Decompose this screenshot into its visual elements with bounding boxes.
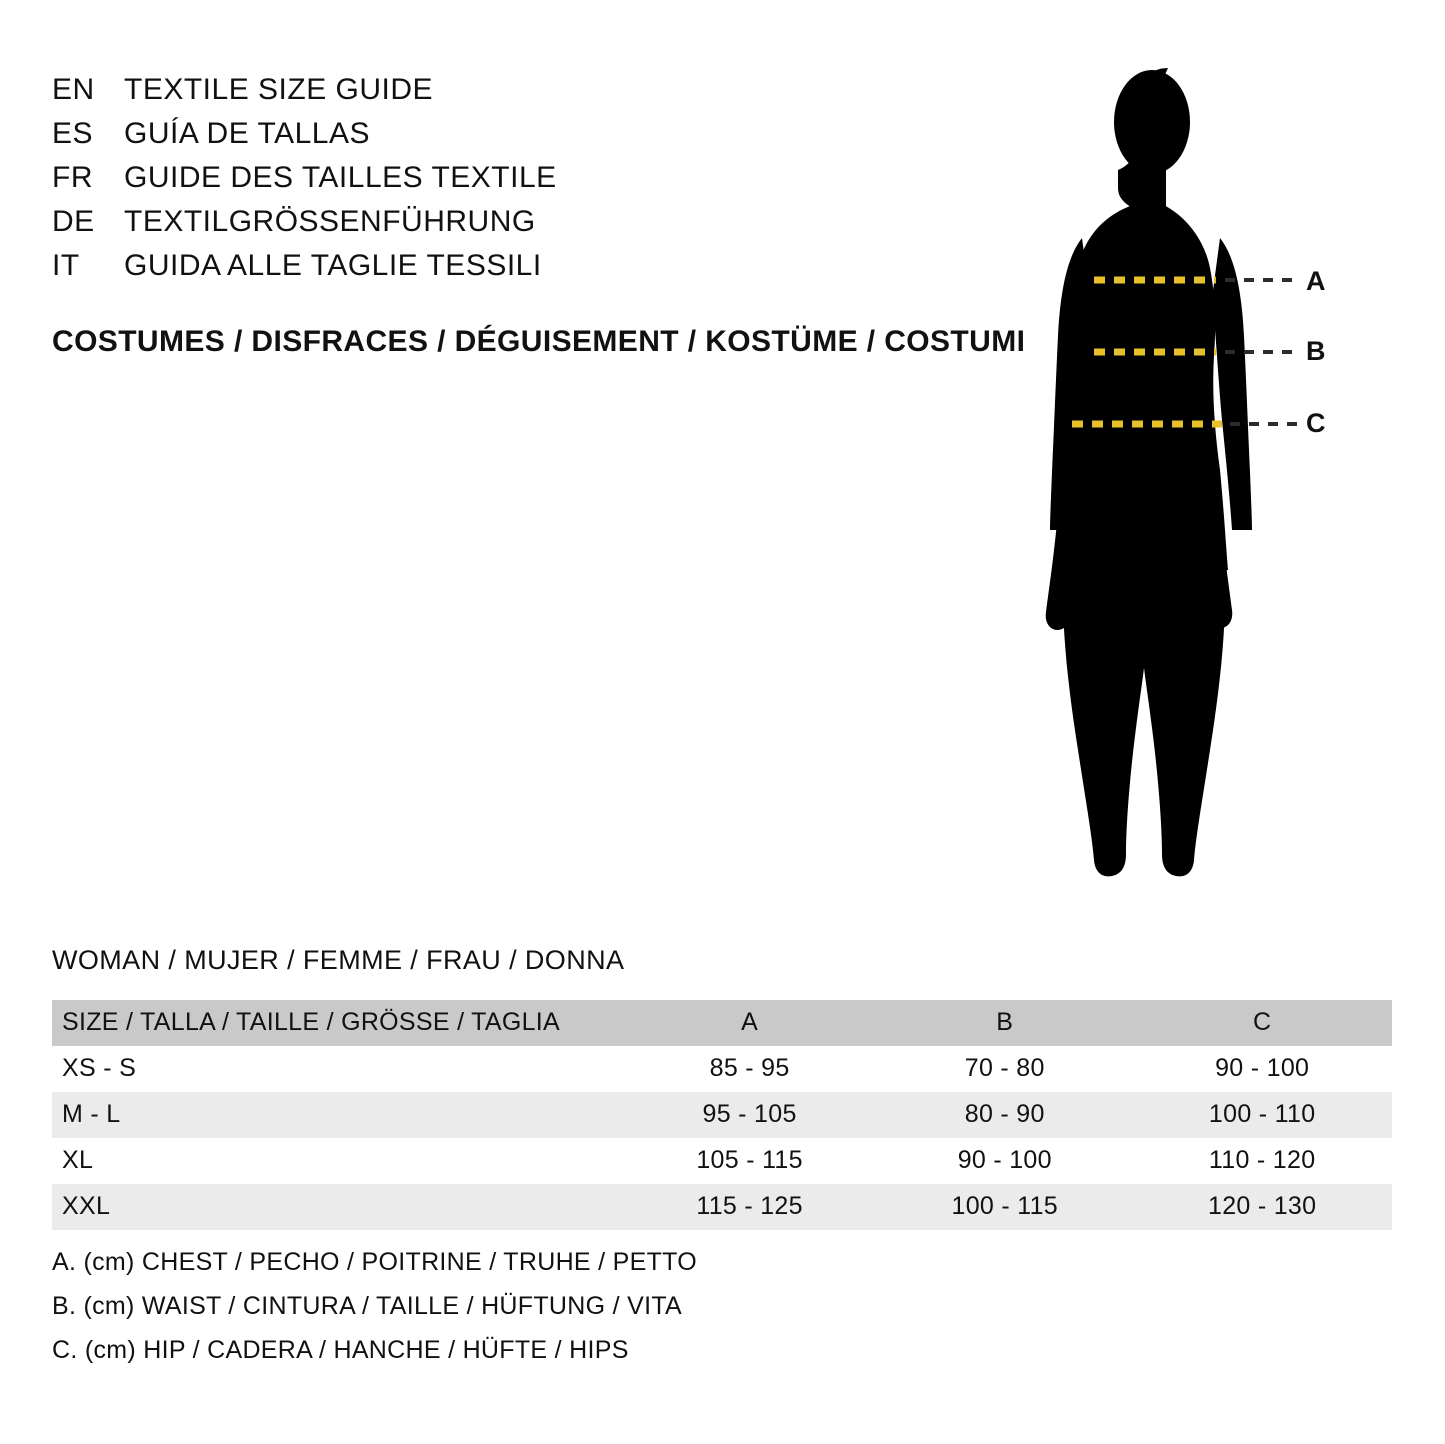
legend-line-a: A. (cm) CHEST / PECHO / POITRINE / TRUHE / PETTO bbox=[52, 1248, 698, 1276]
language-code: EN bbox=[52, 73, 95, 106]
measurement-lines bbox=[1020, 60, 1380, 890]
costumes-subtitle: COSTUMES / DISFRACES / DÉGUISEMENT / KOSTÜME / COSTUMI bbox=[52, 325, 1026, 358]
measurement-legend bbox=[52, 1240, 697, 1372]
column-header-size: SIZE / TALLA / TAILLE / GRÖSSE / TAGLIA bbox=[62, 1008, 561, 1036]
language-title: TEXTILGRÖSSENFÜHRUNG bbox=[124, 205, 536, 238]
cell-a: 85 - 95 bbox=[709, 1054, 790, 1082]
table-row bbox=[52, 1092, 1392, 1138]
cell-a: 105 - 115 bbox=[696, 1146, 803, 1174]
table-row bbox=[52, 1184, 1392, 1230]
cell-size: XL bbox=[62, 1146, 94, 1174]
table-row bbox=[52, 1046, 1392, 1092]
table-row bbox=[52, 1138, 1392, 1184]
cell-b: 70 - 80 bbox=[964, 1054, 1045, 1082]
column-header-a: A bbox=[741, 1008, 759, 1036]
cell-b: 80 - 90 bbox=[964, 1100, 1045, 1128]
cell-a: 95 - 105 bbox=[702, 1100, 797, 1128]
language-row bbox=[52, 68, 1012, 112]
language-row bbox=[52, 244, 1012, 288]
cell-a: 115 - 125 bbox=[696, 1192, 803, 1220]
legend-line-c: C. (cm) HIP / CADERA / HANCHE / HÜFTE / HIPS bbox=[52, 1336, 629, 1364]
cell-size: XXL bbox=[62, 1192, 111, 1220]
cell-size: M - L bbox=[62, 1100, 121, 1128]
marker-label-c: C bbox=[1306, 408, 1326, 438]
cell-size: XS - S bbox=[62, 1054, 137, 1082]
language-title-block bbox=[52, 68, 1012, 288]
cell-b: 100 - 115 bbox=[951, 1192, 1058, 1220]
language-code: IT bbox=[52, 249, 80, 282]
language-code: DE bbox=[52, 205, 95, 238]
language-title: TEXTILE SIZE GUIDE bbox=[124, 73, 434, 106]
language-title: GUIDE DES TAILLES TEXTILE bbox=[124, 161, 557, 194]
marker-label-a: A bbox=[1306, 266, 1326, 296]
column-header-c: C bbox=[1252, 1008, 1272, 1036]
language-title: GUIDA ALLE TAGLIE TESSILI bbox=[124, 249, 542, 282]
language-row bbox=[52, 156, 1012, 200]
cell-c: 120 - 130 bbox=[1208, 1192, 1317, 1220]
table-header-row bbox=[52, 1000, 1392, 1046]
language-title: GUÍA DE TALLAS bbox=[124, 117, 370, 150]
language-code: ES bbox=[52, 117, 94, 150]
size-table bbox=[52, 1000, 1392, 1230]
language-row bbox=[52, 200, 1012, 244]
legend-line-b: B. (cm) WAIST / CINTURA / TAILLE / HÜFTUNG / VITA bbox=[52, 1292, 683, 1320]
cell-c: 100 - 110 bbox=[1208, 1100, 1316, 1128]
cell-b: 90 - 100 bbox=[957, 1146, 1052, 1174]
language-code: FR bbox=[52, 161, 93, 194]
column-header-b: B bbox=[996, 1008, 1014, 1036]
body-diagram bbox=[1020, 60, 1380, 890]
cell-c: 110 - 120 bbox=[1208, 1146, 1316, 1174]
table-section-title: WOMAN / MUJER / FEMME / FRAU / DONNA bbox=[52, 945, 625, 975]
cell-c: 90 - 100 bbox=[1215, 1054, 1310, 1082]
marker-label-b: B bbox=[1306, 336, 1326, 366]
language-row bbox=[52, 112, 1012, 156]
